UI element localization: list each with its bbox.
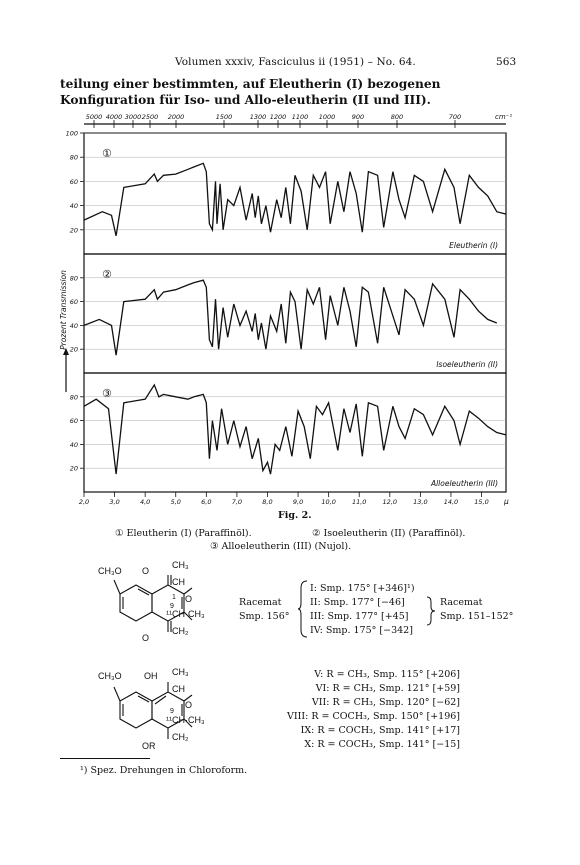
struct1-o-ring: O (185, 594, 193, 604)
struct2-ch: CH (172, 684, 185, 694)
racemat-left-label: Racemat (239, 597, 282, 608)
struct1-o-bottom: O (142, 633, 150, 643)
x-tick-label: 2,0 (78, 498, 90, 506)
y-tick-label: 40 (69, 202, 78, 211)
top-axis-tick-label: 5000 (85, 113, 103, 121)
footnote-rule (60, 758, 150, 759)
top-axis-tick-label: 4000 (105, 113, 123, 121)
spectrum-line-3 (84, 385, 506, 474)
top-axis-tick-label: 1000 (318, 113, 336, 121)
x-tick-label: 3,0 (109, 498, 120, 506)
x-tick-label: 4,0 (139, 498, 151, 506)
racemat-right-label: Racemat (440, 597, 483, 608)
y-tick-label: 40 (69, 440, 78, 449)
top-axis-tick-label: 900 (351, 113, 365, 121)
struct2-o-ring: O (185, 700, 193, 710)
compound-list-1 (310, 582, 460, 638)
panel-compound-label: Eleutherin (I) (449, 241, 498, 250)
struct1-num-9: 9 (170, 603, 174, 610)
struct2-or: OR (142, 741, 156, 751)
struct1-ch3: CH₃ (172, 560, 189, 570)
y-tick-label: 80 (69, 153, 78, 162)
struct1-o-top: O (142, 566, 150, 576)
panel-marker: ③ (102, 387, 112, 400)
x-tick-label: 8,0 (262, 498, 273, 506)
y-tick-label: 100 (65, 129, 78, 138)
struct1-num-1: 1 (172, 594, 176, 601)
caption-alloeleutherin: ③ Alloeleutherin (III) (Nujol). (210, 541, 352, 552)
struct1-c11: ¹¹CH·CH₃ (166, 609, 205, 619)
struct2-oh: OH (144, 671, 158, 681)
page-number: 563 (496, 56, 517, 68)
struct1-ch3o: CH₃O (98, 566, 122, 576)
racemat-left-mp: Smp. 156° (239, 611, 290, 622)
struct2-ch3: CH₃ (172, 667, 189, 677)
x-axis-unit: μ (504, 497, 509, 506)
caption-isoeleutherin: ② Isoeleutherin (II) (Paraffinöl). (312, 528, 466, 539)
compound-VII: VII: R = CH₃, Smp. 120° [−62] (311, 697, 460, 708)
spectrum-line-1 (84, 163, 506, 236)
compound-V: V: R = CH₃, Smp. 115° [+206] (314, 669, 460, 680)
compound-IX: IX: R = COCH₃, Smp. 141° [+17] (300, 725, 460, 736)
spectrum-panel-frame (84, 133, 506, 254)
x-tick-label: 15,0 (474, 498, 489, 506)
top-axis-tick-label: 1500 (215, 113, 233, 121)
struct2-ch3o: CH₃O (98, 671, 122, 681)
top-axis-tick-label: 1200 (269, 113, 287, 121)
x-tick-label: 14,0 (443, 498, 459, 506)
y-tick-label: 20 (69, 345, 78, 354)
top-axis-tick-label: 1300 (249, 113, 267, 121)
top-axis-tick-label: 700 (448, 113, 462, 121)
y-tick-label: 20 (69, 226, 78, 235)
x-tick-label: 9,0 (292, 498, 304, 506)
y-tick-label: 80 (69, 274, 78, 283)
running-header: Volumen xxxiv, Fasciculus ii (1951) – No. 64. (175, 56, 416, 68)
top-axis-tick-label: 800 (390, 113, 404, 121)
panel-compound-label: Isoeleutherin (II) (436, 360, 498, 369)
panel-marker: ① (102, 147, 112, 160)
caption-eleutherin: ① Eleutherin (I) (Paraffinöl). (115, 528, 252, 539)
figure-number: Fig. 2. (278, 510, 312, 521)
top-axis-tick-label: 2500 (141, 113, 159, 121)
compound-IV: IV: Smp. 175° [−342] (310, 625, 413, 636)
top-axis-unit: cm⁻¹ (495, 113, 513, 121)
y-tick-label: 80 (69, 393, 78, 402)
compound-X: X: R = COCH₃, Smp. 141° [−15] (304, 739, 460, 750)
x-tick-label: 13,0 (413, 498, 428, 506)
struct1-ch2: CH₂ (172, 626, 189, 636)
compound-VIII: VIII: R = COCH₃, Smp. 150° [+196] (287, 711, 460, 722)
racemat-right-mp: Smp. 151–152° (440, 611, 514, 622)
compound-list-2 (240, 668, 460, 752)
brace-left (297, 580, 309, 638)
y-tick-label: 60 (69, 298, 78, 307)
x-tick-label: 11,0 (351, 498, 367, 506)
top-axis-tick-label: 2000 (167, 113, 185, 121)
top-axis-tick-label: 1100 (291, 113, 309, 121)
panel-compound-label: Alloeleutherin (III) (430, 479, 498, 488)
compound-II: II: Smp. 177° [−46] (310, 597, 405, 608)
x-tick-label: 5,0 (170, 498, 181, 506)
compound-III: III: Smp. 177° [+45] (310, 611, 409, 622)
brace-right (426, 596, 436, 626)
struct1-ch: CH (172, 577, 185, 587)
x-tick-label: 7,0 (231, 498, 243, 506)
struct2-ch2: CH₂ (172, 732, 189, 742)
compound-I: I: Smp. 175° [+346]¹) (310, 583, 415, 594)
spectrum-panel-frame (84, 254, 506, 373)
struct2-num-9: 9 (170, 708, 174, 715)
footnote: ¹) Spez. Drehungen in Chloroform. (80, 765, 248, 776)
y-tick-label: 60 (69, 177, 78, 186)
compound-VI: VI: R = CH₃, Smp. 121° [+59] (315, 683, 460, 694)
x-tick-label: 6,0 (201, 498, 212, 506)
top-axis-tick-label: 3000 (124, 113, 142, 121)
panel-marker: ② (102, 268, 112, 281)
y-tick-label: 20 (69, 464, 78, 473)
spectrum-line-2 (84, 280, 497, 355)
y-tick-label: 40 (69, 321, 78, 330)
struct2-c11: ¹¹CH·CH₃ (166, 715, 205, 725)
x-tick-label: 10,0 (321, 498, 336, 506)
y-tick-label: 60 (69, 417, 78, 426)
x-tick-label: 12,0 (382, 498, 398, 506)
intro-paragraph: teilung einer bestimmten, auf Eleutherin (I) bezogenen Konfiguration für Iso- und Allo-eleutherin (II und III). (60, 77, 441, 107)
y-axis-title: Prozent Transmission (59, 270, 68, 350)
